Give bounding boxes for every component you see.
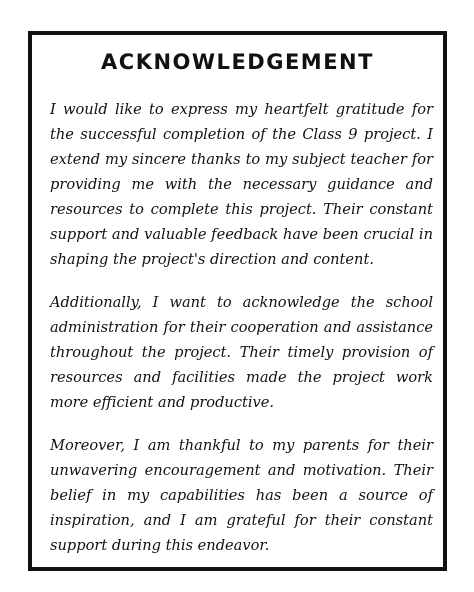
acknowledgement-body [50,97,433,576]
page-title: ACKNOWLEDGEMENT [101,50,374,74]
paragraph-1: I would like to express my heartfelt gratitude for the successful completion of the Class 9 project. I extend my sincere thanks to my subject teacher for providing me with the necessary guidance and resources to complete this project. Their constant support and valuable feedback have been crucial in shaping the project's direction and content. [50,101,433,268]
paragraph-3: Moreover, I am thankful to my parents for their unwavering encouragement and motivation. Their belief in my capabilities has been a source of inspiration, and I am grateful for their constant support during this endeavor. [50,437,433,554]
page-border [28,31,447,571]
paragraph-2: Additionally, I want to acknowledge the school administration for their cooperation and assistance throughout the project. Their timely provision of resources and facilities made the project work more efficient and productive. [50,294,433,411]
